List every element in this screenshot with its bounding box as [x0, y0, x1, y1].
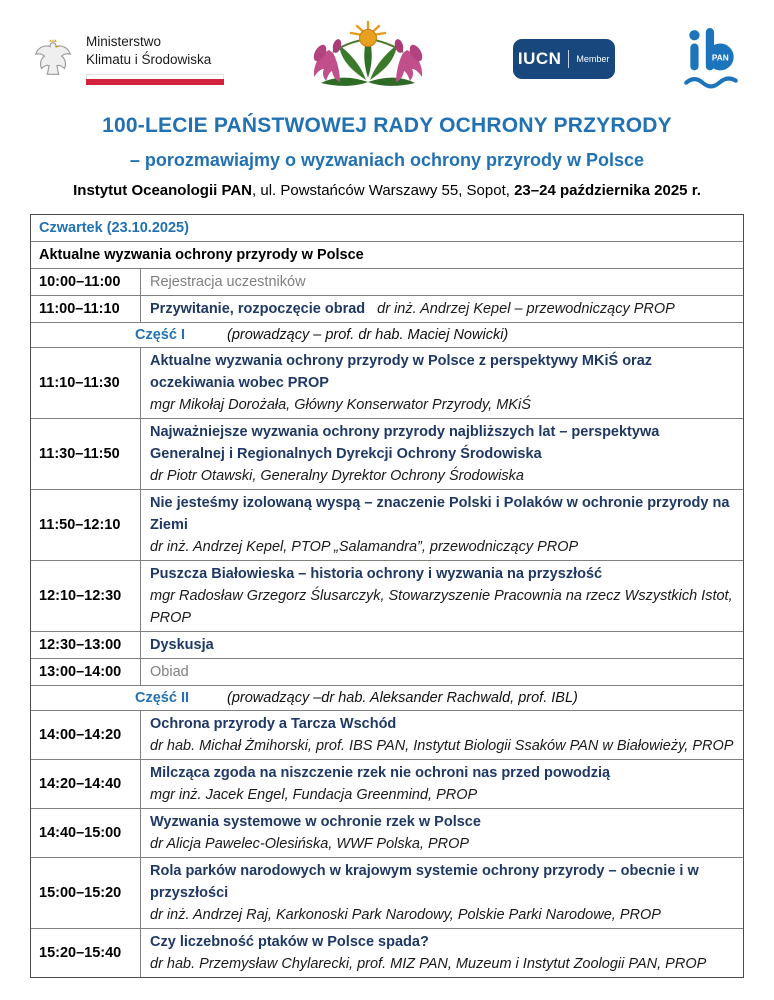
event-label: Dyskusja — [150, 637, 214, 653]
schedule-row-talk — [31, 560, 743, 631]
day-header: Czwartek (23.10.2025) — [39, 220, 189, 236]
schedule-row-discussion — [31, 631, 743, 658]
section-row-part-1 — [31, 322, 743, 347]
talk-title: Czy liczebność ptaków w Polsce spada? — [150, 934, 429, 950]
time-cell: 14:00–14:20 — [31, 711, 141, 759]
time-cell: 13:00–14:00 — [31, 659, 141, 685]
iucn-wordmark: IUCN — [517, 49, 562, 68]
talk-title: Milcząca zgoda na niszczenie rzek nie ochroni nas przed powodzią — [150, 765, 611, 781]
schedule-row-talk — [31, 489, 743, 560]
schedule-table — [30, 214, 744, 978]
talk-title: Najważniejsze wyzwania ochrony przyrody najbliższych lat – perspektywa Generalnej i Regionalnych Dyrekcji Ochrony Środowiska — [150, 424, 660, 462]
talk-title: Aktualne wyzwania ochrony przyrody w Polsce z perspektywy MKiŚ oraz oczekiwania wobec PROP — [150, 353, 653, 391]
speaker-name: mgr Radosław Grzegorz Ślusarczyk, Stowarzyszenie Pracownia na rzecz Wszystkich Istot, PROP — [150, 588, 733, 626]
speaker-name: mgr inż. Jacek Engel, Fundacja Greenmind, PROP — [150, 787, 478, 803]
venue-line — [10, 182, 764, 199]
venue-institute: Instytut Oceanologii PAN — [73, 182, 253, 199]
iucn-member-label: Member — [576, 54, 610, 64]
talk-title: Nie jesteśmy izolowaną wyspą – znaczenie Polski i Polaków w ochronie przyrody na Ziemi — [150, 495, 730, 533]
talk-title: Wyzwania systemowe w ochronie rzek w Polsce — [150, 814, 481, 830]
schedule-row-talk — [31, 418, 743, 489]
time-cell: 15:00–15:20 — [31, 858, 141, 928]
polish-eagle-icon — [30, 36, 76, 82]
speaker-name: mgr Mikołaj Dorożała, Główny Konserwator Przyrody, MKiŚ — [150, 397, 531, 413]
venue-dates: 23–24 października 2025 r. — [514, 182, 701, 199]
schedule-row-opening — [31, 295, 743, 322]
schedule-row-talk — [31, 928, 743, 977]
time-cell: 14:40–15:00 — [31, 809, 141, 857]
ministry-name-line2: Klimatu i Środowiska — [86, 52, 212, 67]
time-cell: 11:00–11:10 — [31, 296, 141, 322]
schedule-row-talk — [31, 759, 743, 808]
time-cell: 11:10–11:30 — [31, 348, 141, 418]
talk-title: Puszcza Białowieska – historia ochrony i wyzwania na przyszłość — [150, 566, 603, 582]
time-cell: 10:00–11:00 — [31, 269, 141, 295]
speaker-name: dr inż. Andrzej Raj, Karkonoski Park Narodowy, Polskie Parki Narodowe, PROP — [150, 907, 661, 923]
ministry-logo — [30, 33, 224, 84]
section-chair: (prowadzący – prof. dr hab. Maciej Nowicki) — [227, 327, 509, 343]
prop-centennial-flower-emblem — [289, 18, 447, 100]
ministry-name-line1: Ministerstwo — [86, 34, 162, 50]
speaker-name: dr Alicja Pawelec-Olesińska, WWF Polska, PROP — [150, 836, 470, 852]
speaker-name: dr hab. Michał Żmihorski, prof. IBS PAN, Instytut Biologii Ssaków PAN w Białowieży, PROP — [150, 738, 734, 754]
schedule-row-talk — [31, 857, 743, 928]
speaker-name: dr inż. Andrzej Kepel, PTOP „Salamandra”, przewodniczący PROP — [150, 539, 579, 555]
day-header-row — [31, 215, 743, 241]
section-label: Część I — [135, 327, 185, 343]
schedule-row-lunch — [31, 658, 743, 685]
time-cell: 12:30–13:00 — [31, 632, 141, 658]
speaker-name: dr hab. Przemysław Chylarecki, prof. MIZ PAN, Muzeum i Instytut Zoologii PAN, PROP — [150, 956, 707, 972]
talk-title: Przywitanie, rozpoczęcie obrad — [150, 301, 366, 317]
speaker-name: dr inż. Andrzej Kepel – przewodniczący PROP — [377, 301, 675, 317]
venue-address: , ul. Powstańców Warszawy 55, Sopot, — [252, 182, 515, 199]
iopan-institute-logo — [680, 24, 744, 94]
page-title: 100-LECIE PAŃSTWOWEJ RADY OCHRONY PRZYRODY — [102, 114, 672, 137]
ministry-name — [86, 33, 224, 68]
talk-title: Rola parków narodowych w krajowym systemie ochrony przyrody – obecnie i w przyszłości — [150, 863, 699, 901]
iucn-member-logo — [513, 39, 615, 79]
theme-header-row — [31, 241, 743, 268]
section-row-part-2 — [31, 685, 743, 710]
schedule-row-talk — [31, 808, 743, 857]
iopan-pan-label: PAN — [711, 53, 729, 63]
schedule-row-talk — [31, 710, 743, 759]
page-subtitle: – porozmawiajmy o wyzwaniach ochrony przyrody w Polsce — [129, 150, 645, 170]
time-cell: 11:50–12:10 — [31, 490, 141, 560]
schedule-row-talk — [31, 347, 743, 418]
header-logos — [0, 0, 774, 98]
time-cell: 14:20–14:40 — [31, 760, 141, 808]
time-cell: 12:10–12:30 — [31, 561, 141, 631]
poland-flag-bar — [86, 74, 224, 85]
time-cell: 11:30–11:50 — [31, 419, 141, 489]
time-cell: 15:20–15:40 — [31, 929, 141, 977]
speaker-name: dr Piotr Otawski, Generalny Dyrektor Ochrony Środowiska — [150, 468, 524, 484]
talk-title: Ochrona przyrody a Tarcza Wschód — [150, 716, 397, 732]
event-label: Rejestracja uczestników — [150, 274, 306, 290]
schedule-row-registration — [31, 268, 743, 295]
theme-header: Aktualne wyzwania ochrony przyrody w Polsce — [39, 247, 364, 263]
section-chair: (prowadzący –dr hab. Aleksander Rachwald, prof. IBL) — [227, 690, 578, 706]
iucn-divider — [568, 50, 569, 68]
event-label: Obiad — [150, 664, 189, 680]
section-label: Część II — [135, 690, 189, 706]
